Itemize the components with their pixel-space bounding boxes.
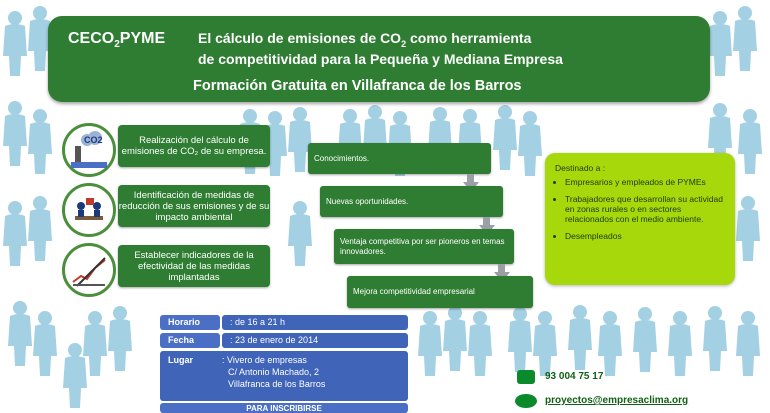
step-1: Conocimientos. <box>308 143 491 174</box>
step-4: Mejora competitividad empresarial <box>347 276 533 308</box>
target-audience-box <box>545 153 735 285</box>
lugar-label: Lugar <box>168 355 194 365</box>
email-icon <box>515 394 537 408</box>
fecha-value: : 23 de enero de 2014 <box>222 333 408 348</box>
brand-title: $CECO_2PYME$ <box>68 30 166 51</box>
horario-label: Horario <box>160 315 220 330</box>
lugar-block <box>160 351 408 401</box>
lugar-line-1: : Vivero de empresas <box>222 355 307 365</box>
left-item-3: Establecer indicadores de la efectividad de las medidas implantadas <box>118 245 270 287</box>
headline-line-3: Formación Gratuita en Villafranca de los Barros <box>193 78 522 94</box>
headline-line-1: El cálculo de emisiones de $CO_2$ como herramienta <box>198 30 532 49</box>
left-item-2: Identificación de medidas de reducción de sus emisiones y de su impacto ambiental <box>118 185 270 227</box>
inscribe-link[interactable]: PARA INSCRIBIRSE <box>160 403 408 413</box>
chart-icon <box>62 243 116 297</box>
lugar-line-3: Villafranca de los Barros <box>228 379 326 389</box>
target-item: • Desempleados <box>565 231 727 241</box>
meeting-icon <box>62 183 116 237</box>
headline-line-2: de competitividad para la Pequeña y Mediana Empresa <box>198 51 563 67</box>
step-3: Ventaja competitiva por ser pioneros en temas innovadores. <box>334 229 514 264</box>
phone-icon <box>517 370 535 384</box>
fecha-label: Fecha <box>160 333 220 348</box>
co2-icon <box>62 123 116 177</box>
title-banner <box>48 16 710 102</box>
target-list <box>551 177 727 248</box>
target-item: • Trabajadores que desarrollan su actividad en zonas rurales o en sectores relacionados con el medio ambiente. <box>565 194 727 224</box>
horario-value: : de 16 a 21 h <box>222 315 408 330</box>
svg-text:CO2: CO2 <box>84 135 103 145</box>
target-item: • Empresarios y empleados de PYMEs <box>565 177 727 187</box>
target-title: Destinado a : <box>555 163 606 173</box>
phone-number: 93 004 75 17 <box>545 371 604 382</box>
left-item-1: Realización del cálculo de emisiones de CO₂ de su empresa. <box>118 125 270 167</box>
step-2: Nuevas oportunidades. <box>320 186 503 217</box>
lugar-line-2: C/ Antonio Machado, 2 <box>228 367 320 377</box>
email-link[interactable]: proyectos@empresaclima.org <box>545 395 689 406</box>
